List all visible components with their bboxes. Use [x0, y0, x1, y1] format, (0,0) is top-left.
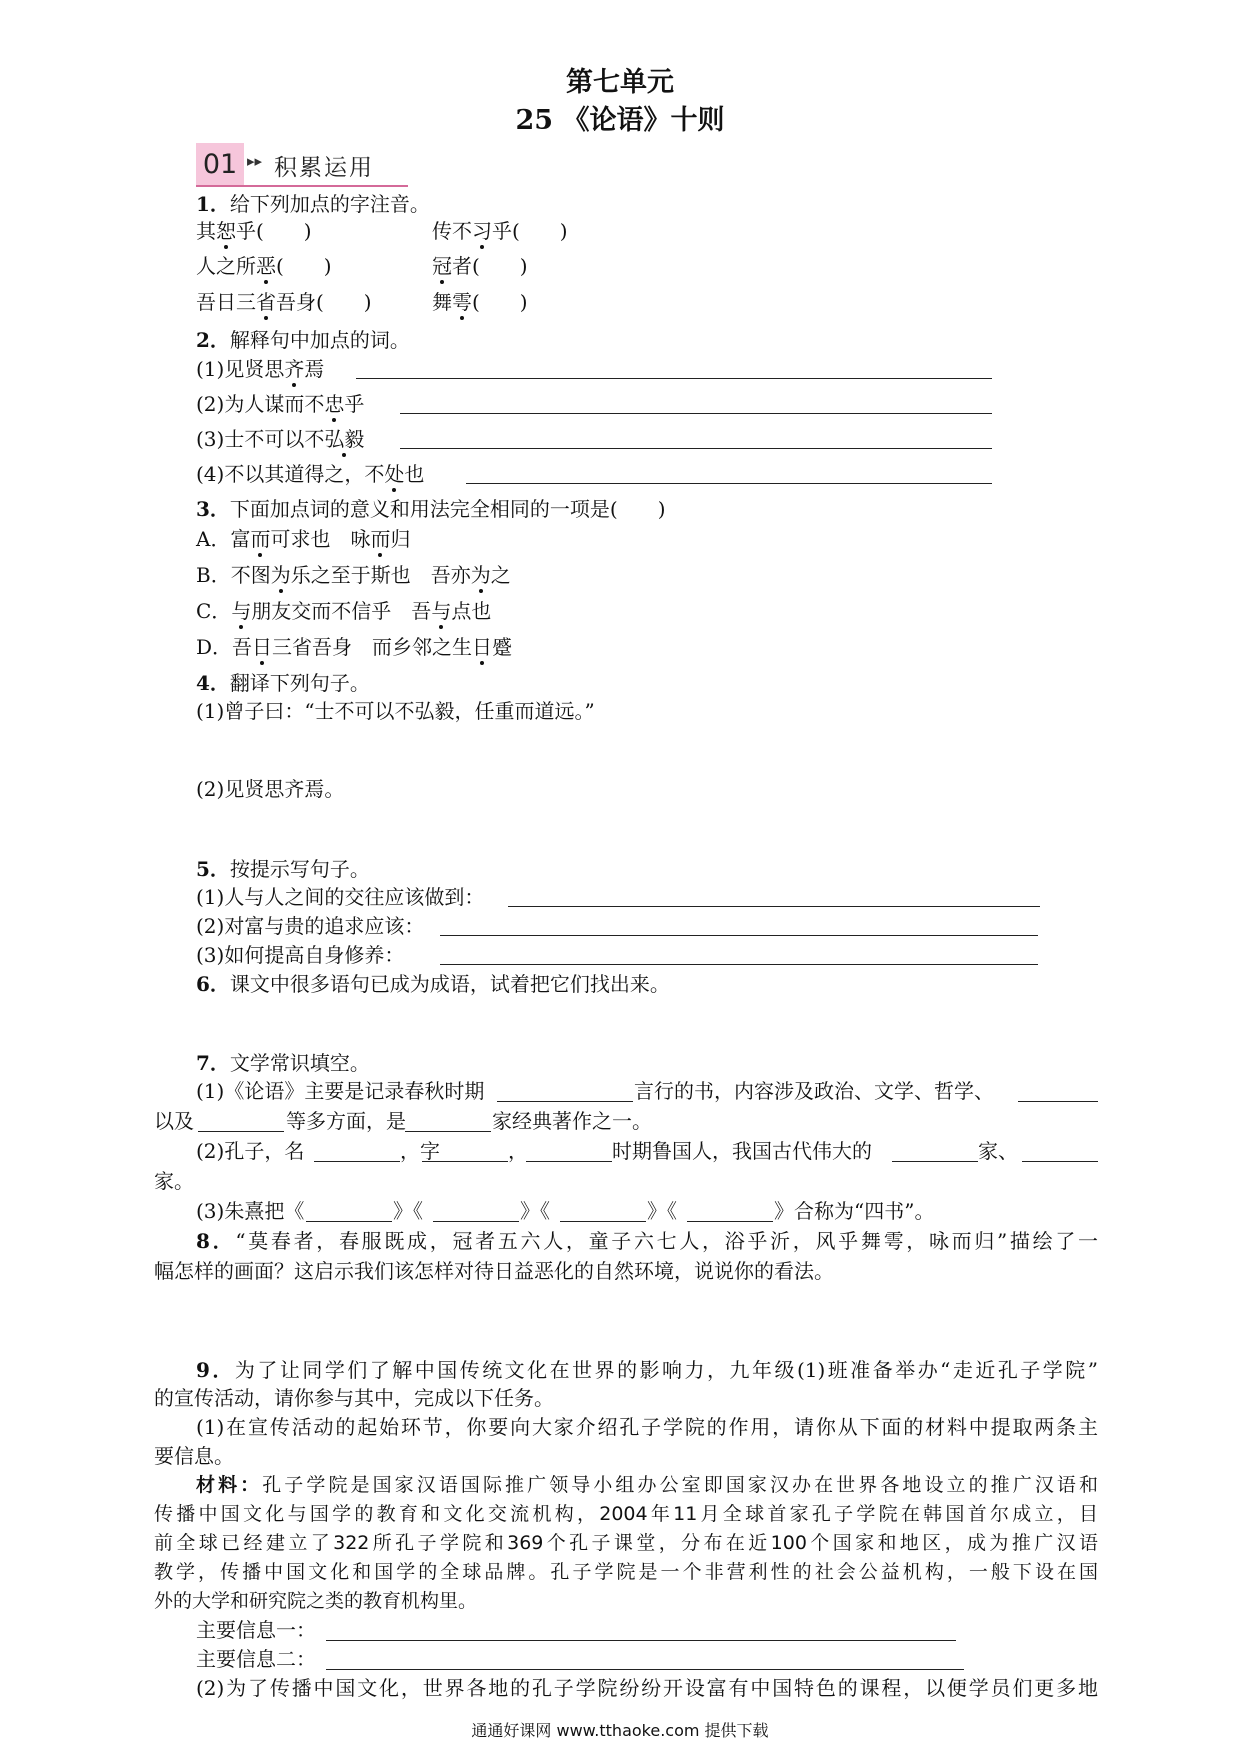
q7-blank-6[interactable]	[422, 1161, 508, 1162]
q5-item-2: (2)对富与贵的追求应该：	[196, 914, 425, 938]
q1-item-f: 舞雩( )	[432, 290, 528, 314]
q7-blank-1[interactable]	[497, 1101, 633, 1102]
q2-item-2: (2)为人谋而不忠乎	[196, 392, 365, 416]
q7-line-2c: 家经典著作之一。	[492, 1109, 652, 1133]
q2-answer-line-1[interactable]	[356, 378, 992, 379]
q7-line-5e: 》合称为“四书”。	[774, 1199, 935, 1223]
q3-option-a[interactable]: A．富而可求也 咏而归	[196, 527, 411, 551]
q3-option-d[interactable]: D．吾日三省吾身 而乡邻之生日蹙	[196, 635, 513, 659]
q7-blank-12[interactable]	[560, 1221, 646, 1222]
material-line-1: 材料：孔子学院是国家汉语国际推广领导小组办公室即国家汉办在世界各地设立的推广汉语和	[196, 1474, 1098, 1496]
q5-item-3: (3)如何提高自身修养：	[196, 943, 405, 967]
q1-item-c: 人之所恶( )	[196, 254, 332, 278]
q9-sub2-line-1: (2)为了传播中国文化，世界各地的孔子学院纷纷开设富有中国特色的课程，以便学员们更多地	[196, 1676, 1098, 1700]
q4-sentence-1: (1)曾子曰：“士不可以不弘毅，任重而道远。”	[196, 699, 595, 723]
q7-line-3a: (2)孔子，名	[196, 1139, 305, 1163]
q3-option-b[interactable]: B．不图为乐之至于斯也 吾亦为之	[196, 563, 511, 587]
q2-answer-line-3[interactable]	[400, 448, 992, 449]
q7-blank-3[interactable]	[198, 1131, 284, 1132]
q5-answer-line-2[interactable]	[440, 935, 1038, 936]
q5-prompt: 5．按提示写句子。	[196, 857, 370, 881]
q7-line-2b: 等多方面，是	[286, 1109, 406, 1133]
material-line-2: 传播中国文化与国学的教育和文化交流机构，2004年11月全球首家孔子学院在韩国首尔成立，目	[154, 1503, 1098, 1525]
q1-item-e: 吾日三省吾身( )	[196, 290, 372, 314]
q7-line-3d: 时期鲁国人，我国古代伟大的	[612, 1139, 872, 1163]
section-underline	[196, 185, 408, 187]
q7-line-1a: (1)《论语》主要是记录春秋时期	[196, 1079, 485, 1103]
q7-blank-10[interactable]	[306, 1221, 392, 1222]
q2-item-3: (3)士不可以不弘毅	[196, 427, 365, 451]
q1-prompt: 1．给下列加点的字注音。	[196, 192, 430, 216]
q9-line-2: 的宣传活动，请你参与其中，完成以下任务。	[154, 1386, 554, 1410]
q7-blank-11[interactable]	[433, 1221, 519, 1222]
main-info-1-line[interactable]	[326, 1640, 956, 1641]
q7-line-5b: 》《	[393, 1199, 423, 1223]
main-info-2-line[interactable]	[326, 1669, 964, 1670]
q7-line-5c: 》《	[520, 1199, 550, 1223]
material-line-3: 前全球已经建立了322所孔子学院和369个孔子课堂，分布在近100个国家和地区，成为推广汉语	[154, 1532, 1098, 1554]
main-info-1-label: 主要信息一：	[196, 1618, 316, 1642]
section-badge	[196, 143, 408, 187]
q7-blank-9[interactable]	[1022, 1161, 1098, 1162]
section-label: 积累运用	[274, 155, 374, 181]
q2-item-4: (4)不以其道得之，不处也	[196, 462, 425, 486]
q1-item-b: 传不习乎( )	[432, 219, 568, 243]
q1-item-a: 其恕乎( )	[196, 219, 312, 243]
q7-prompt: 7．文学常识填空。	[196, 1051, 370, 1075]
q8-line-1: 8．“莫春者，春服既成，冠者五六人，童子六七人，浴乎沂，风乎舞雩，咏而归”描绘了一	[196, 1229, 1099, 1253]
q7-blank-7[interactable]	[526, 1161, 612, 1162]
q9-line-1: 9．为了让同学们了解中国传统文化在世界的影响力，九年级(1)班准备举办“走近孔子学院”	[196, 1358, 1099, 1382]
q7-blank-2[interactable]	[1018, 1101, 1098, 1102]
q7-line-3c: ，	[508, 1139, 528, 1163]
q7-line-5d: 》《	[647, 1199, 677, 1223]
q7-blank-4[interactable]	[405, 1131, 491, 1132]
q9-sub1-line-2: 要信息。	[154, 1444, 234, 1468]
q8-line-2: 幅怎样的画面？这启示我们该怎样对待日益恶化的自然环境，说说你的看法。	[154, 1259, 834, 1283]
q3-option-c[interactable]: C．与朋友交而不信乎 吾与点也	[196, 599, 492, 623]
footer-source: 通通好课网 www.tthaoke.com 提供下载	[471, 1721, 769, 1740]
q7-line-3b: ，字	[400, 1139, 440, 1163]
q4-prompt: 4．翻译下列句子。	[196, 671, 370, 695]
q5-item-1: (1)人与人之间的交往应该做到：	[196, 885, 485, 909]
q2-answer-line-4[interactable]	[466, 483, 992, 484]
q7-blank-8[interactable]	[892, 1161, 978, 1162]
q7-line-2a: 以及	[154, 1109, 194, 1133]
q1-item-d: 冠者( )	[432, 254, 528, 278]
q2-answer-line-2[interactable]	[400, 413, 992, 414]
q7-line-4: 家。	[154, 1169, 194, 1193]
q4-sentence-2: (2)见贤思齐焉。	[196, 777, 345, 801]
lesson-title: 25 《论语》十则	[515, 105, 725, 136]
q2-prompt: 2．解释句中加点的词。	[196, 328, 410, 352]
unit-title: 第七单元	[566, 67, 674, 98]
q7-line-5a: (3)朱熹把《	[196, 1199, 305, 1223]
section-number: 01	[196, 143, 244, 187]
q5-answer-line-1[interactable]	[508, 906, 1040, 907]
material-line-5: 外的大学和研究院之类的教育机构里。	[154, 1590, 478, 1612]
q7-blank-13[interactable]	[687, 1221, 773, 1222]
q7-line-1b: 言行的书，内容涉及政治、文学、哲学、	[634, 1079, 994, 1103]
q9-sub1-line-1: (1)在宣传活动的起始环节，你要向大家介绍孔子学院的作用，请你从下面的材料中提取两条主	[196, 1415, 1098, 1439]
q5-answer-line-3[interactable]	[440, 964, 1038, 965]
q7-line-3e: 家、	[978, 1139, 1018, 1163]
q7-blank-5[interactable]	[314, 1161, 400, 1162]
q6-prompt: 6．课文中很多语句已成为成语，试着把它们找出来。	[196, 972, 670, 996]
material-line-4: 教学，传播中国文化和国学的全球品牌。孔子学院是一个非营利性的社会公益机构，一般下设在国	[154, 1561, 1098, 1583]
q2-item-1: (1)见贤思齐焉	[196, 357, 325, 381]
double-arrow-icon: ▸▸	[247, 152, 263, 170]
q3-prompt: 3．下面加点词的意义和用法完全相同的一项是( )	[196, 497, 666, 521]
main-info-2-label: 主要信息二：	[196, 1647, 316, 1671]
